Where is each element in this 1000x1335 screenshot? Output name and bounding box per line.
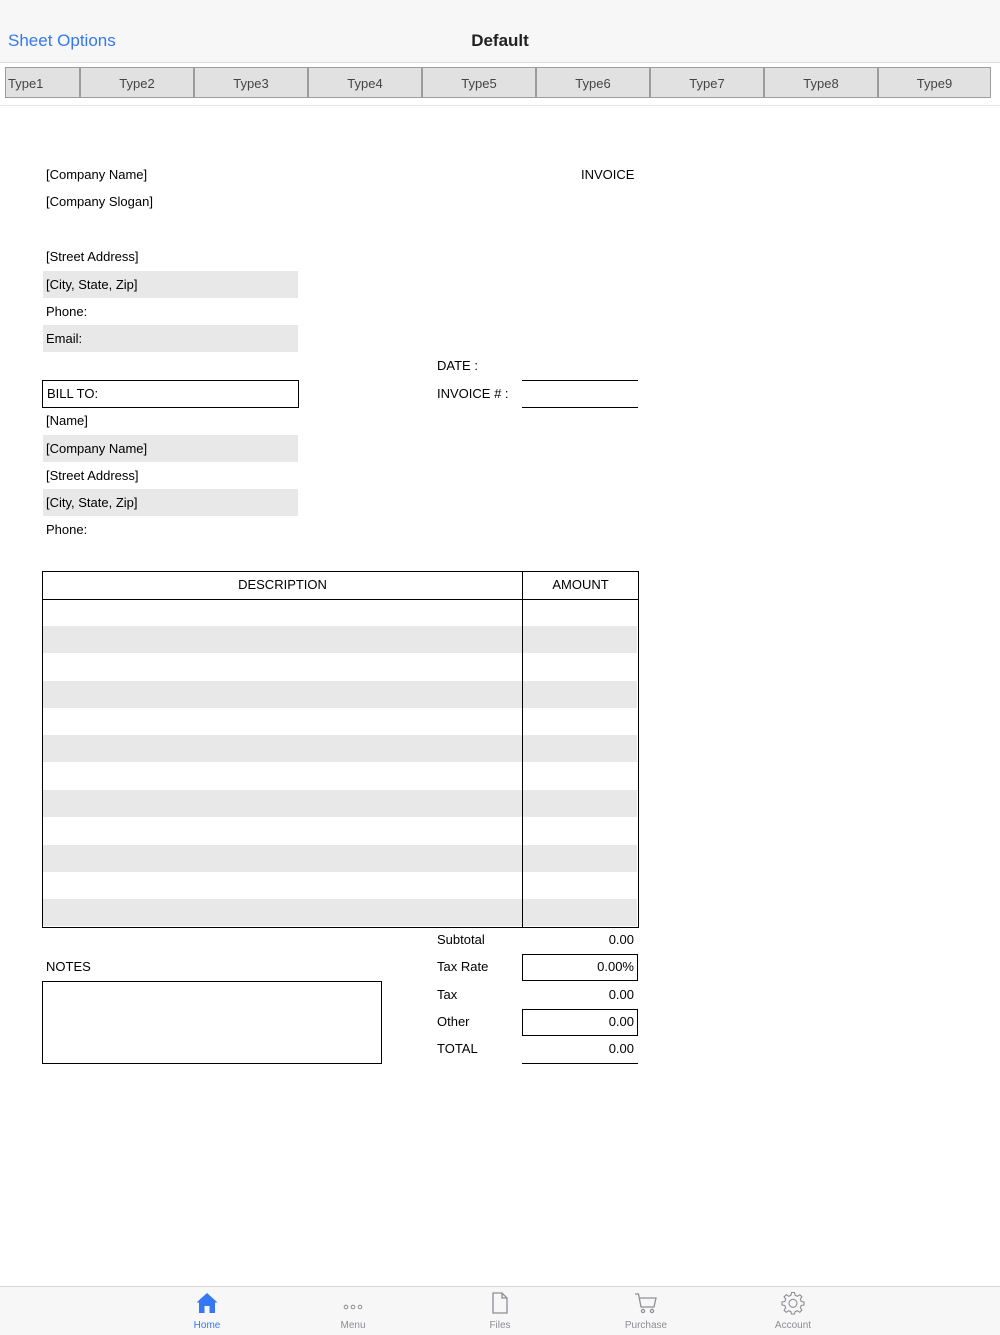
tab-type5[interactable]: Type5 [422,67,536,98]
tab-type8[interactable]: Type8 [764,67,878,98]
total-value: 0.00 [608,1041,634,1056]
more-dots-icon [341,1291,365,1315]
table-column-divider [522,571,523,928]
street-address-cell[interactable]: [Street Address] [46,249,139,264]
sheet-options-button[interactable]: Sheet Options [8,31,116,50]
invoice-number-label: INVOICE # : [437,386,509,401]
bill-to-company-cell[interactable]: [Company Name] [46,441,148,456]
notes-label: NOTES [46,959,91,974]
tab-home-label: Home [193,1320,221,1331]
tax-rate-value: 0.00% [597,959,634,974]
tab-purchase-label: Purchase [624,1320,668,1331]
tax-label: Tax [437,987,458,1002]
email-cell[interactable]: Email: [46,331,83,346]
tax-value: 0.00 [608,987,634,1002]
description-column-header: DESCRIPTION [238,577,327,592]
tab-type9[interactable]: Type9 [878,67,991,98]
tab-type3[interactable]: Type3 [194,67,308,98]
bill-to-phone-cell[interactable]: Phone: [46,522,88,537]
invoice-heading[interactable]: INVOICE [581,167,635,182]
gear-icon [781,1291,805,1315]
type-tab-bar [0,63,1000,106]
table-header-divider [42,599,639,600]
bill-to-street-cell[interactable]: [Street Address] [46,468,139,483]
bill-to-name-cell[interactable]: [Name] [46,413,88,428]
bottom-tab-bar [0,1286,1000,1335]
invoice-number-field[interactable] [522,407,638,408]
tab-type6[interactable]: Type6 [536,67,650,98]
subtotal-label: Subtotal [437,932,485,947]
tab-account-label: Account [774,1320,812,1331]
notes-box[interactable] [42,981,382,1064]
tab-type4[interactable]: Type4 [308,67,422,98]
tax-rate-label: Tax Rate [437,959,489,974]
tab-account[interactable] [743,1287,843,1335]
table-border [42,571,639,928]
company-slogan-cell[interactable]: [Company Slogan] [46,194,153,209]
phone-cell[interactable]: Phone: [46,304,88,319]
tab-type1[interactable]: Type1 [5,67,80,98]
cart-icon [634,1291,658,1315]
date-label: DATE : [437,358,478,373]
bill-to-heading[interactable]: BILL TO: [47,386,99,401]
bill-to-city-cell[interactable]: [City, State, Zip] [46,495,138,510]
total-underline [522,1063,638,1064]
tab-type7[interactable]: Type7 [650,67,764,98]
tab-files-label: Files [489,1320,511,1331]
company-name-cell[interactable]: [Company Name] [46,167,148,182]
document-icon [488,1291,512,1315]
tab-purchase[interactable] [596,1287,696,1335]
tab-home[interactable] [157,1287,257,1335]
date-field[interactable] [522,380,638,381]
total-label: TOTAL [437,1041,478,1056]
amount-column-header: AMOUNT [552,577,609,592]
other-label: Other [437,1014,470,1029]
tab-menu-label: Menu [340,1320,366,1331]
subtotal-value: 0.00 [608,932,634,947]
other-value: 0.00 [608,1014,634,1029]
tab-type2[interactable]: Type2 [80,67,194,98]
house-icon [195,1291,219,1315]
page-title: Default [471,31,529,50]
city-state-zip-cell[interactable]: [City, State, Zip] [46,277,138,292]
tab-files[interactable] [450,1287,550,1335]
tab-menu[interactable] [303,1287,403,1335]
